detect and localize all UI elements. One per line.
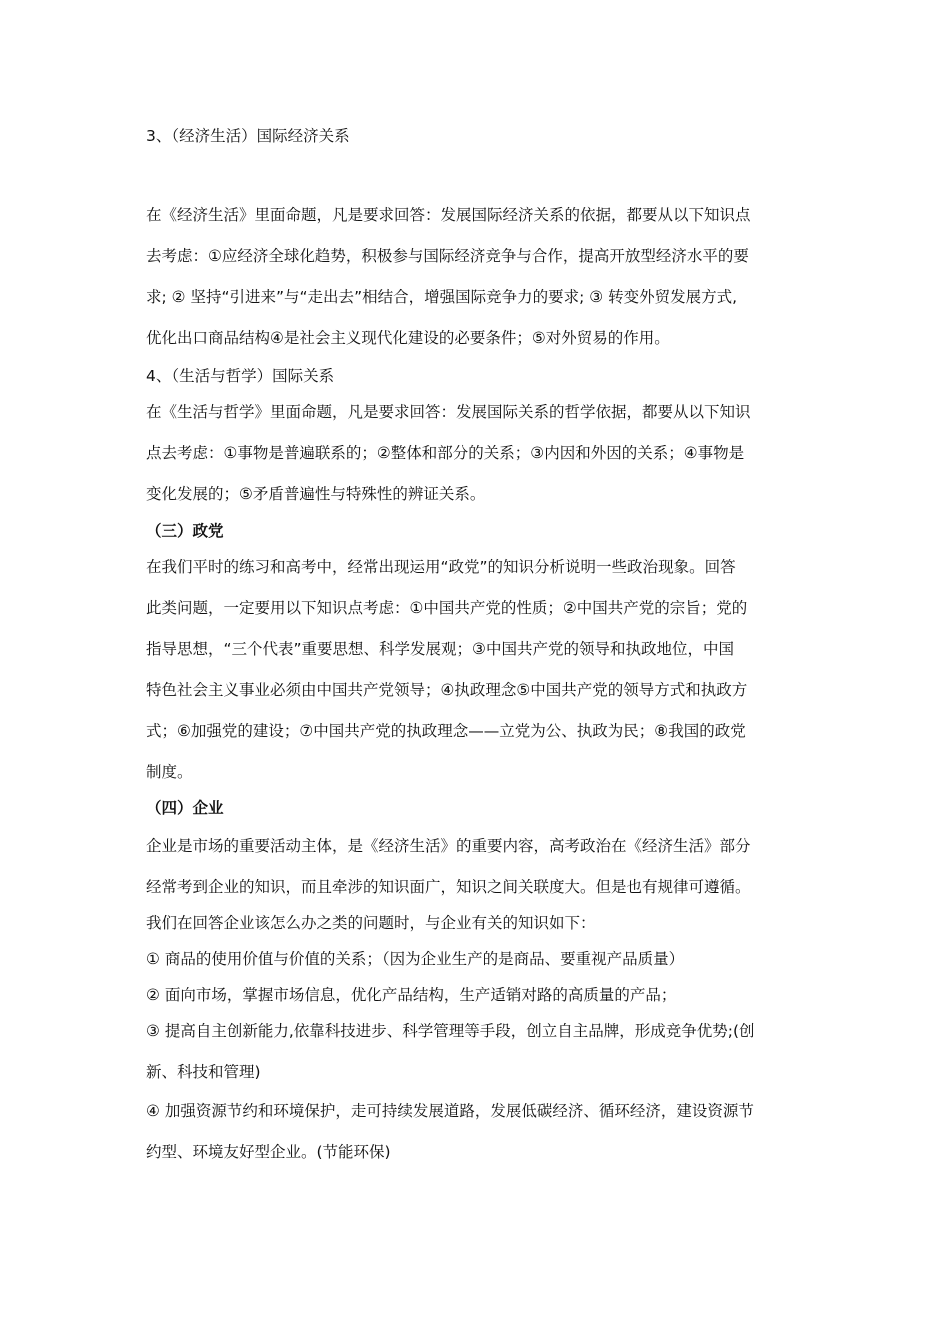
- section-3-heading: 3、（经济生活）国际经济关系: [146, 127, 350, 145]
- section-3-paragraph-line: 求; ② 坚持“引进来”与“走出去”相结合，增强国际竞争力的要求; ③ 转变外贸发展方式,: [146, 288, 737, 306]
- enterprise-list-item-continued: 约型、环境友好型企业。(节能环保): [146, 1143, 391, 1161]
- section-3-paragraph-line: 在《经济生活》里面命题，凡是要求回答：发展国际经济关系的依据，都要从以下知识点: [146, 206, 751, 224]
- party-paragraph-line: 此类问题，一定要用以下知识点考虑：①中国共产党的性质；②中国共产党的宗旨；党的: [146, 599, 748, 617]
- section-4-heading: 4、（生活与哲学）国际关系: [146, 367, 335, 385]
- enterprise-paragraph-line: 我们在回答企业该怎么办之类的问题时，与企业有关的知识如下：: [146, 914, 596, 932]
- party-paragraph-line: 式；⑥加强党的建设；⑦中国共产党的执政理念——立党为公、执政为民；⑧我国的政党: [146, 722, 746, 740]
- enterprise-list-item: ③ 提高自主创新能力,依靠科技进步、科学管理等手段，创立自主品牌，形成竞争优势;(创: [146, 1022, 755, 1040]
- party-paragraph-line: 指导思想，“三个代表”重要思想、科学发展观；③中国共产党的领导和执政地位，中国: [146, 640, 734, 658]
- party-heading: （三）政党: [146, 522, 224, 540]
- enterprise-list-item-continued: 新、科技和管理): [146, 1063, 261, 1081]
- party-paragraph-line: 制度。: [146, 763, 193, 781]
- enterprise-paragraph-line: 企业是市场的重要活动主体，是《经济生活》的重要内容，高考政治在《经济生活》部分: [146, 837, 751, 855]
- section-4-paragraph-line: 在《生活与哲学》里面命题，凡是要求回答：发展国际关系的哲学依据，都要从以下知识: [146, 403, 751, 421]
- enterprise-heading: （四）企业: [146, 799, 224, 817]
- enterprise-list-item: ④ 加强资源节约和环境保护，走可持续发展道路，发展低碳经济、循环经济，建设资源节: [146, 1102, 754, 1120]
- enterprise-list-item: ② 面向市场，掌握市场信息，优化产品结构，生产适销对路的高质量的产品；: [146, 986, 677, 1004]
- party-paragraph-line: 在我们平时的练习和高考中，经常出现运用“政党”的知识分析说明一些政治现象。回答: [146, 558, 736, 576]
- enterprise-paragraph-line: 经常考到企业的知识，而且牵涉的知识面广，知识之间关联度大。但是也有规律可遵循。: [146, 878, 751, 896]
- party-paragraph-line: 特色社会主义事业必须由中国共产党领导；④执政理念⑤中国共产党的领导方式和执政方: [146, 681, 748, 699]
- section-3-paragraph-line: 去考虑：①应经济全球化趋势，积极参与国际经济竞争与合作，提高开放型经济水平的要: [146, 247, 749, 265]
- enterprise-list-item: ① 商品的使用价值与价值的关系；（因为企业生产的是商品、要重视产品质量）: [146, 950, 685, 968]
- section-4-paragraph-line: 变化发展的；⑤矛盾普遍性与特殊性的辨证关系。: [146, 485, 486, 503]
- section-3-paragraph-line: 优化出口商品结构④是社会主义现代化建设的必要条件；⑤对外贸易的作用。: [146, 329, 670, 347]
- section-4-paragraph-line: 点去考虑：①事物是普遍联系的；②整体和部分的关系；③内因和外因的关系；④事物是: [146, 444, 745, 462]
